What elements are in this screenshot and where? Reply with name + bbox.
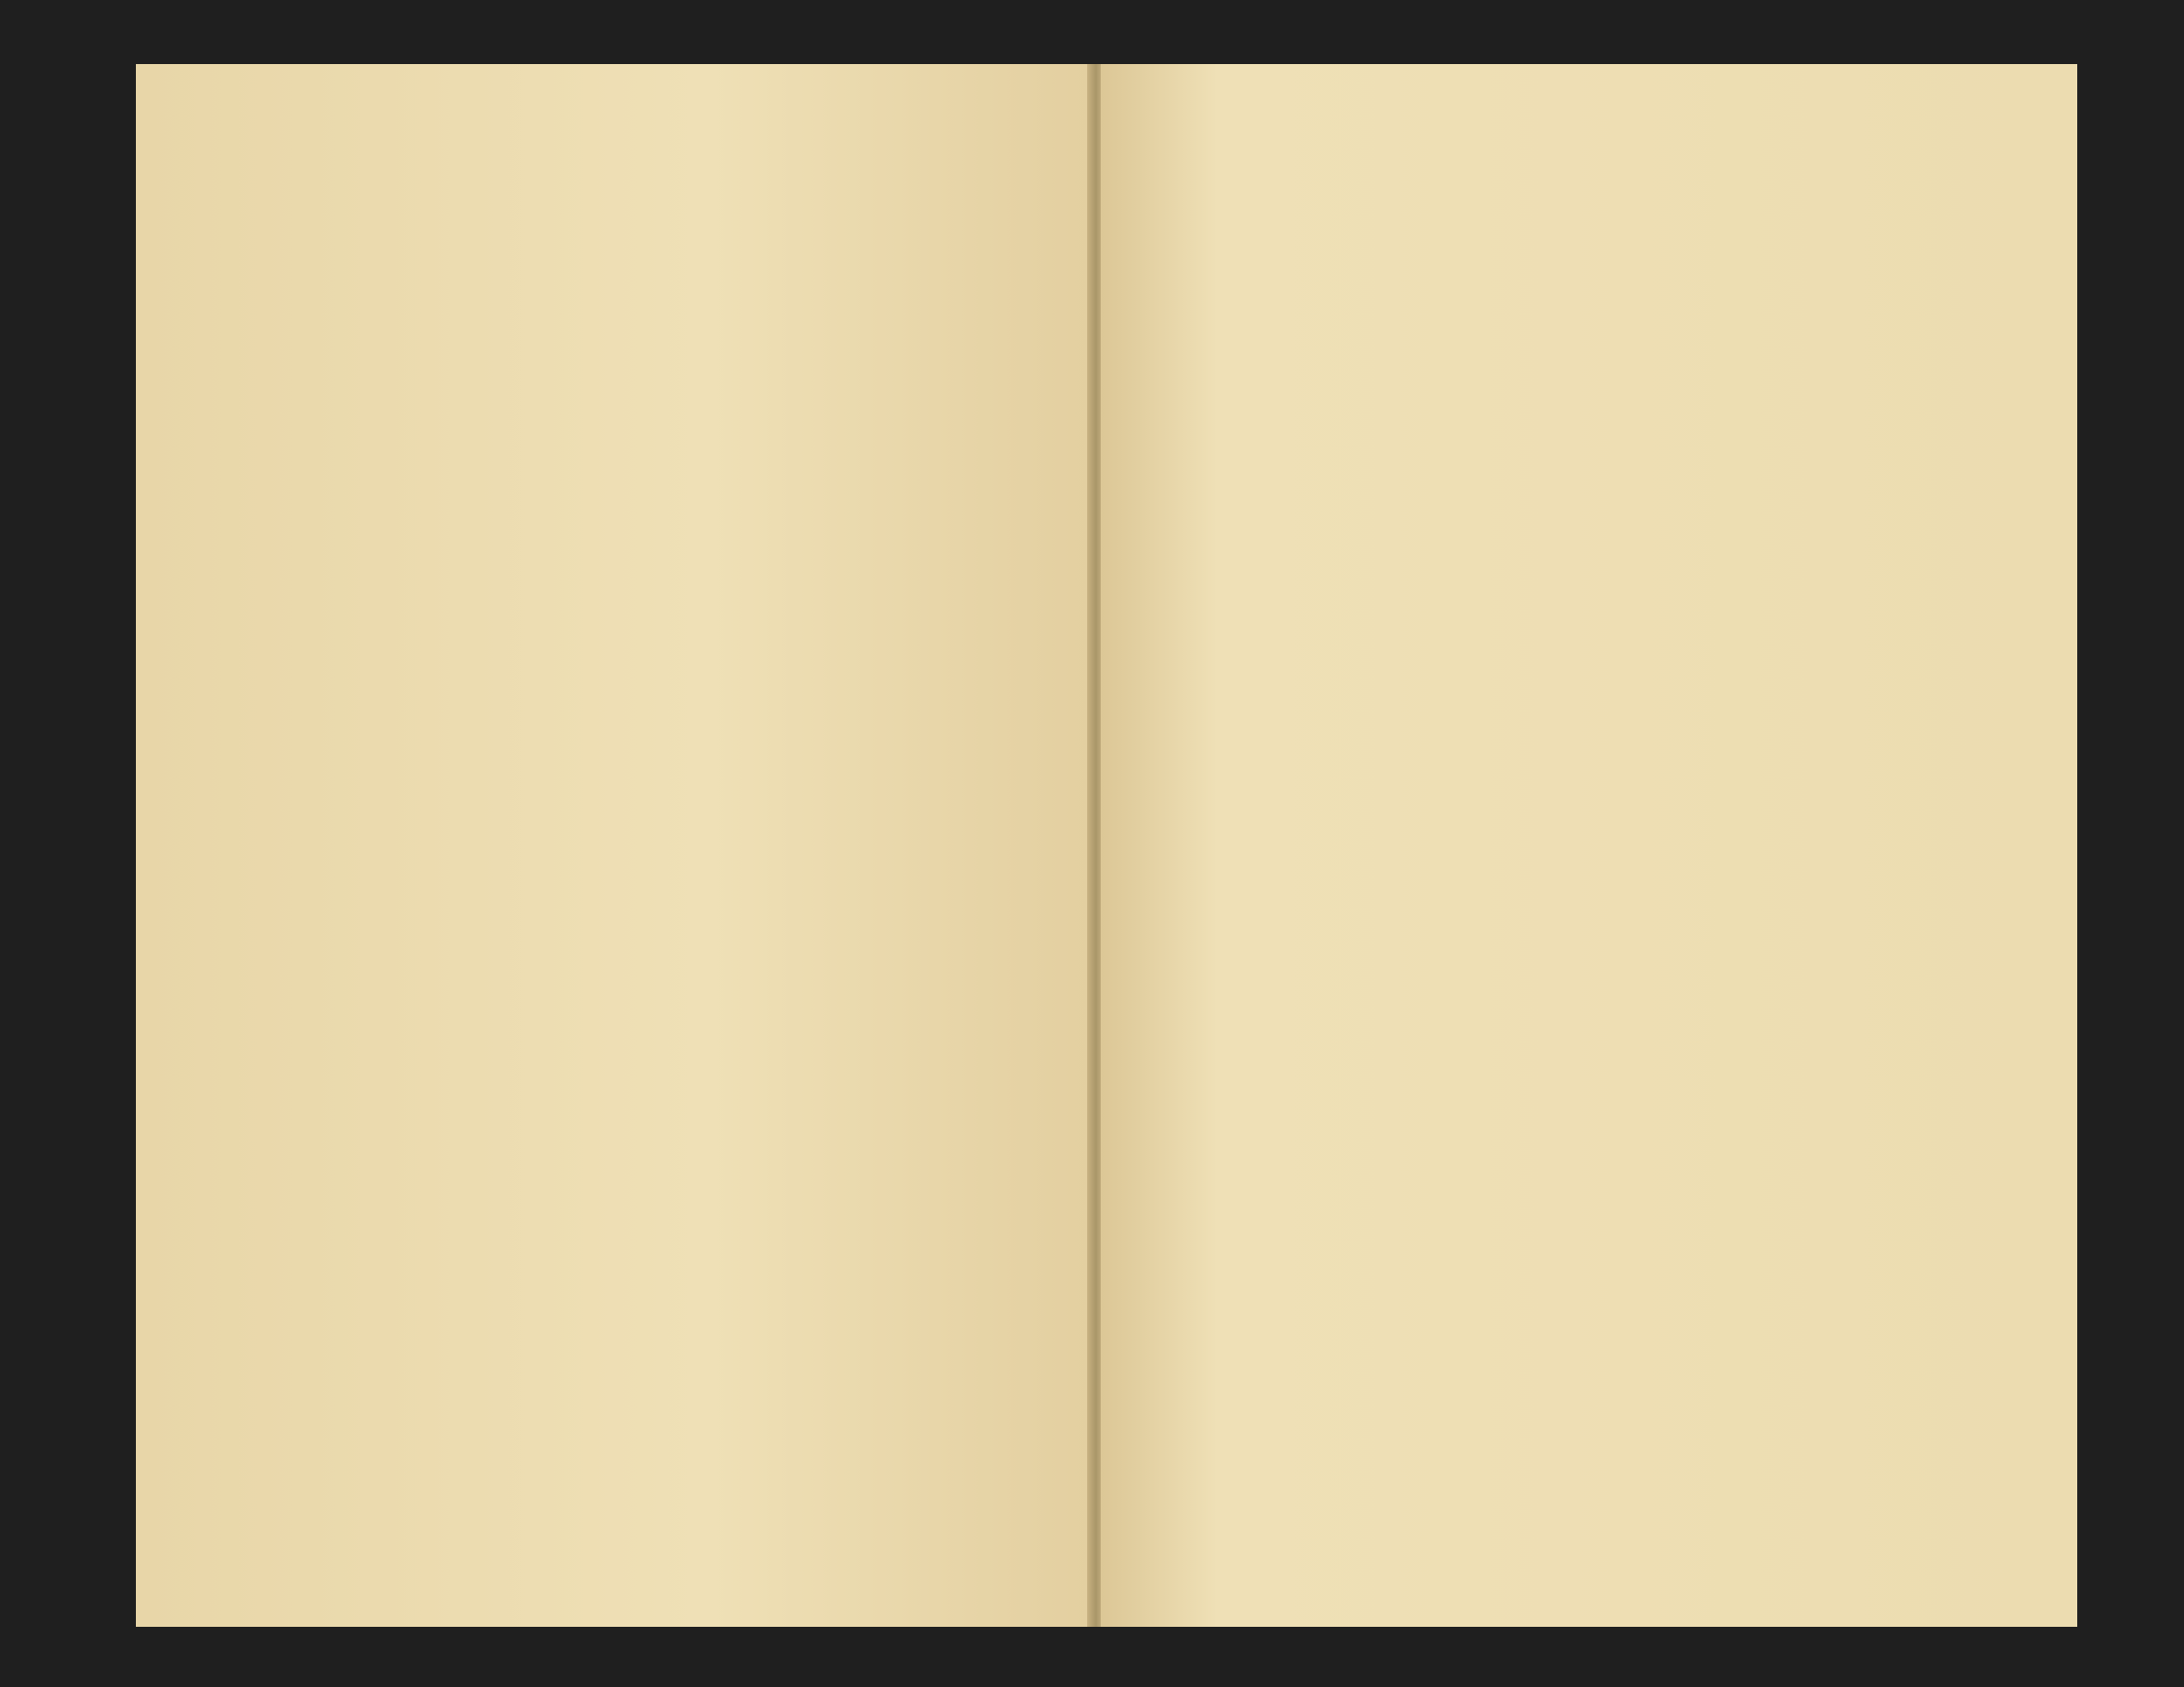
book-spread xyxy=(136,64,2077,1627)
right-page xyxy=(1101,64,2077,1627)
left-page xyxy=(136,64,1091,1627)
